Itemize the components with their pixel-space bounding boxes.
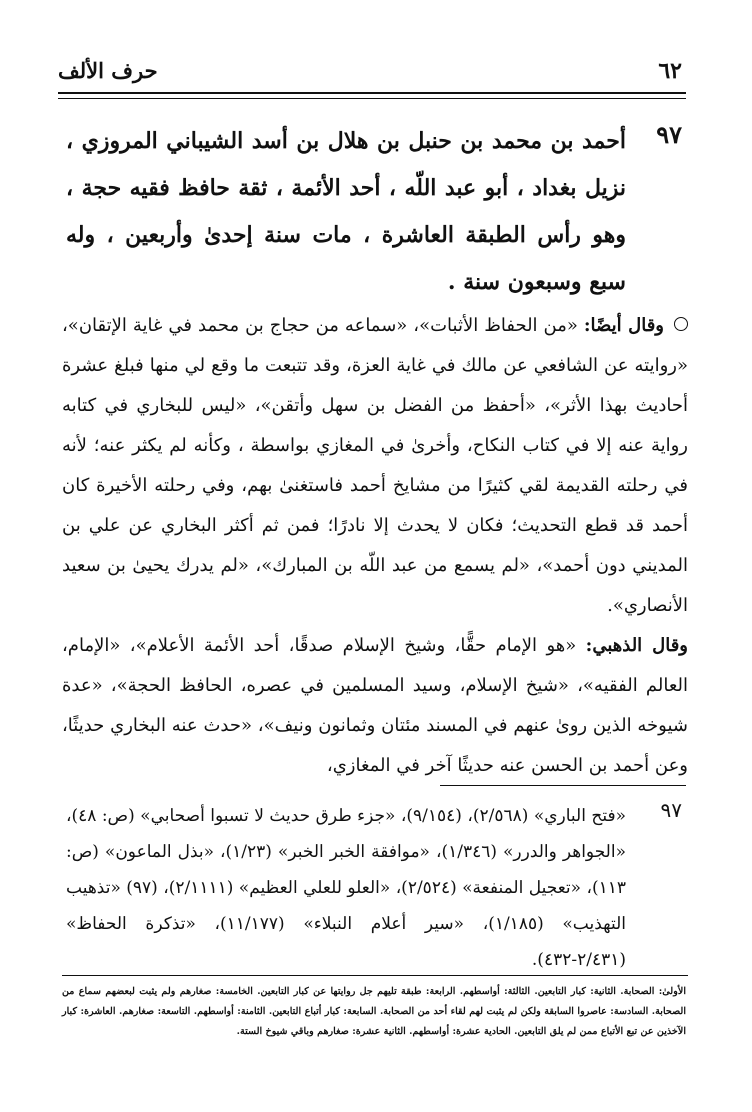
footnote (66, 798, 682, 978)
commentary-paragraph-dhahabi (62, 626, 688, 786)
narrator-entry (66, 118, 682, 306)
page-header (58, 58, 682, 88)
entry-number: ٩٧ (656, 120, 682, 149)
header-divider (58, 92, 686, 99)
legend-divider (62, 975, 688, 976)
paragraph-label: وقال الذهبي: (585, 635, 688, 656)
running-title: حرف الألف (58, 58, 158, 83)
paragraph-label: وقال أيضًا: (583, 315, 664, 336)
footnote-divider (440, 785, 686, 786)
circle-bullet-icon (674, 317, 688, 331)
paragraph-text: «من الحفاظ الأثبات»، «سماعه من حجاج بن محمد في غاية الإتقان»، «روايته عن الشافعي عن مالك في غاية العزة، وقد تتبعت ما وقع لي منها فبلغ عشرة أحاديث بهذا الأثر»، «أحفظ من الفضل بن سهل وأتقن»، «ليس للبخاري في كتابه رواية عنه إلا في كتاب النكاح، وأخرىٰ في المغازي بواسطة ، وكأنه لم يكثر عنه؛ لأنه في رحلته القديمة لقي كثيرًا من مشايخ أحمد فاستغنىٰ بهم، وفي رحلته الأخيرة كان أحمد قد قطع التحديث؛ فكان لا يحدث إلا نادرًا؛ فمن ثم أكثر البخاري عن علي بن المديني دون أحمد»، «لم يسمع من عبد اللّه بن المبارك»، «لم يدرك يحيىٰ بن سعيد الأنصاري». (62, 315, 688, 616)
tabaqat-legend: الأولىٰ: الصحابة. الثانية: كبار التابعين. الثالثة: أواسطهم. الرابعة: طبقة تليهم جل روايتها عن كبار التابعين. الخامسة: صغارهم ولم يثبت لبعضهم سماع من الصحابة. السادسة: عاصروا السابقة ولكن لم يثبت لهم لقاء أحد من الصحابة. السابعة: كبار أتباع التابعين. الثامنة: أواسطهم. التاسعة: صغارهم. العاشرة: كبار الآخذين عن تبع الأتباع ممن لم يلق التابعين. الحادية عشرة: أواسطهم. الثانية عشرة: صغارهم وباقي شيوخ الستة. (62, 986, 686, 1037)
entry-text: أحمد بن محمد بن حنبل بن هلال بن أسد الشيباني المروزي ، نزيل بغداد ، أبو عبد اللّه ، أحد الأئمة ، ثقة حافظ فقيه حجة ، وهو رأس الطبقة العاشرة ، مات سنة إحدىٰ وأربعين ، وله سبع وسبعون سنة . (66, 128, 626, 295)
commentary-paragraph-ibn-hajar (62, 306, 688, 626)
commentary (62, 306, 688, 786)
footnote-text: «فتح الباري» (٢/٥٦٨)، (٩/١٥٤)، «جزء طرق حديث لا تسبوا أصحابي» (ص: ٤٨)، «الجواهر والدرر» (١/٣٤٦)، «موافقة الخبر الخبر» (١/٢٣)، «بذل الماعون» (ص: ١١٣)، «تعجيل المنفعة» (٢/٥٢٤)، «العلو للعلي العظيم» (٢/١١١١)، (٩٧) «تذهيب التهذيب» (١/١٨٥)، «سير أعلام النبلاء» (١١/١٧٧)، «تذكرة الحفاظ» (٢/٤٣١-٤٣٢). (66, 806, 627, 970)
page-number: ٦٢ (658, 58, 682, 84)
footnote-number: ٩٧ (660, 798, 682, 822)
paragraph-text: «هو الإمام حقًّا، وشيخ الإسلام صدقًا، أحد الأئمة الأعلام»، «الإمام، العالم الفقيه»، «شيخ الإسلام، وسيد المسلمين في عصره، الحافظ الحجة»، «عدة شيوخه الذين روىٰ عنهم في المسند مئتان وثمانون ونيف»، «حدث عنه البخاري حديثًا، وعن أحمد بن الحسن عنه حديثًا آخر في المغازي، (62, 635, 688, 776)
